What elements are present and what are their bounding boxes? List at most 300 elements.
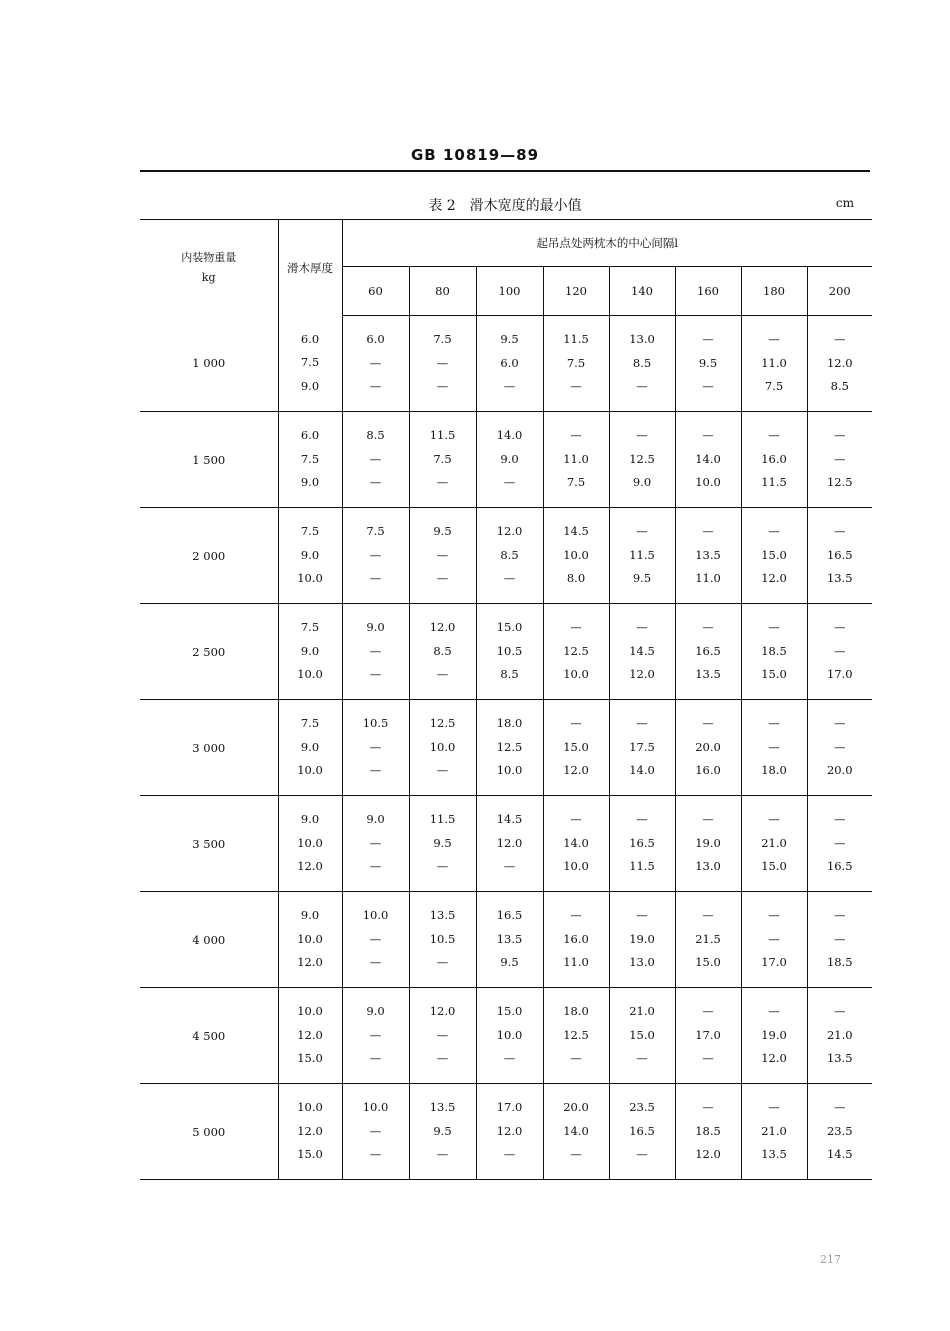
- width-value: —: [636, 716, 648, 731]
- thickness-value: 9.0: [300, 643, 320, 658]
- width-value: 11.0: [761, 355, 787, 370]
- width-value: 8.5: [830, 379, 849, 394]
- width-cell: [543, 508, 609, 604]
- width-cell: [543, 316, 609, 412]
- width-value: —: [768, 1100, 780, 1115]
- spacing-col-header: 180: [741, 267, 807, 316]
- page-number: 217: [820, 1253, 841, 1266]
- table-row: [140, 508, 872, 604]
- width-cell: [675, 1084, 741, 1180]
- width-value: —: [570, 1147, 582, 1162]
- spacing-col-header: 100: [476, 267, 543, 316]
- thickness-value: 12.0: [297, 1123, 323, 1138]
- width-cell: [807, 508, 872, 604]
- width-value: —: [436, 355, 449, 370]
- thickness-value: 6.0: [300, 428, 320, 443]
- width-value: 10.0: [563, 667, 589, 682]
- width-value: —: [636, 1051, 648, 1066]
- width-value: —: [768, 524, 780, 539]
- width-value: 11.5: [429, 812, 456, 827]
- width-value: 17.0: [695, 1027, 721, 1042]
- width-value: 15.0: [761, 667, 787, 682]
- width-value: 12.5: [826, 475, 853, 490]
- width-cell: [807, 988, 872, 1084]
- table-title: 表 2 滑木宽度的最小值: [428, 198, 582, 214]
- spacing-header: 起吊点处两枕木的中心间隔l: [342, 220, 872, 267]
- thickness-value: 10.0: [297, 763, 323, 778]
- width-value: —: [768, 428, 780, 443]
- width-value: 16.5: [695, 643, 721, 658]
- width-value: 12.0: [761, 571, 787, 586]
- width-cell: [409, 796, 476, 892]
- width-value: 13.5: [695, 667, 721, 682]
- width-cell: [409, 700, 476, 796]
- width-value: 10.0: [496, 1027, 523, 1042]
- width-cell: [609, 700, 675, 796]
- width-value: 14.0: [563, 835, 589, 850]
- width-value: —: [369, 1027, 382, 1042]
- width-cell: [675, 316, 741, 412]
- width-cell: [609, 988, 675, 1084]
- thickness-value: 7.5: [300, 451, 320, 466]
- width-value: —: [503, 859, 516, 874]
- width-value: —: [834, 620, 846, 635]
- width-value: 12.0: [761, 1051, 787, 1066]
- width-value: —: [369, 1123, 382, 1138]
- width-value: 14.0: [496, 428, 523, 443]
- width-value: 7.5: [433, 451, 452, 466]
- width-value: 12.5: [429, 716, 456, 731]
- width-value: 21.0: [761, 1123, 787, 1138]
- thickness-cell: [278, 796, 342, 892]
- weight-header-unit: kg: [201, 270, 216, 284]
- width-cell: [609, 412, 675, 508]
- width-value: 9.0: [366, 812, 385, 827]
- width-value: 14.5: [826, 1147, 853, 1162]
- width-cell: [409, 988, 476, 1084]
- width-value: —: [636, 908, 648, 923]
- width-value: —: [834, 1100, 846, 1115]
- width-value: 17.5: [629, 739, 655, 754]
- width-value: 16.0: [695, 763, 721, 778]
- width-value: 21.0: [761, 835, 787, 850]
- width-value: —: [369, 547, 382, 562]
- width-value: 9.5: [698, 355, 718, 370]
- width-value: —: [768, 716, 780, 731]
- thickness-value: 9.0: [300, 739, 320, 754]
- width-value: —: [768, 908, 780, 923]
- width-value: —: [636, 428, 648, 443]
- thickness-value: 9.0: [300, 908, 320, 923]
- width-value: 10.0: [429, 739, 456, 754]
- weight-cell: 5 000: [140, 1084, 278, 1180]
- width-value: —: [369, 955, 382, 970]
- table-row: [140, 796, 872, 892]
- header-rule: [140, 170, 870, 172]
- width-value: —: [369, 739, 382, 754]
- width-value: —: [702, 1051, 714, 1066]
- width-cell: [675, 796, 741, 892]
- width-value: —: [369, 1147, 382, 1162]
- width-value: 15.0: [496, 1004, 523, 1019]
- width-value: 8.5: [500, 667, 519, 682]
- width-value: 12.5: [629, 451, 655, 466]
- width-cell: [476, 796, 543, 892]
- width-value: —: [834, 428, 846, 443]
- width-value: 8.5: [366, 428, 385, 443]
- table-row: [140, 604, 872, 700]
- width-value: —: [702, 524, 714, 539]
- width-cell: [675, 700, 741, 796]
- width-value: —: [834, 931, 846, 946]
- width-value: 11.5: [563, 332, 589, 347]
- weight-cell: 3 500: [140, 796, 278, 892]
- width-value: 10.5: [429, 931, 456, 946]
- width-cell: [342, 1084, 409, 1180]
- width-cell: [476, 700, 543, 796]
- thickness-cell: [278, 508, 342, 604]
- width-cell: [543, 412, 609, 508]
- width-value: 14.0: [563, 1123, 589, 1138]
- width-value: 8.5: [500, 547, 519, 562]
- width-cell: [675, 892, 741, 988]
- width-value: 10.0: [563, 859, 589, 874]
- width-value: 20.0: [563, 1100, 589, 1115]
- width-value: 12.0: [496, 835, 523, 850]
- width-value: —: [369, 379, 382, 394]
- width-cell: [543, 988, 609, 1084]
- width-value: 13.5: [695, 547, 721, 562]
- width-value: —: [702, 428, 714, 443]
- width-cell: [342, 988, 409, 1084]
- width-value: —: [834, 716, 846, 731]
- width-value: 10.0: [496, 763, 523, 778]
- width-value: —: [436, 379, 449, 394]
- width-value: —: [834, 739, 846, 754]
- width-value: 6.0: [500, 355, 519, 370]
- width-value: 11.0: [695, 571, 721, 586]
- width-value: —: [436, 1027, 449, 1042]
- width-value: —: [768, 620, 780, 635]
- thickness-value: 7.5: [300, 355, 320, 370]
- width-value: 13.5: [826, 1051, 853, 1066]
- width-cell: [609, 892, 675, 988]
- weight-cell: 1 000: [140, 316, 278, 412]
- width-value: 19.0: [761, 1027, 787, 1042]
- width-value: —: [436, 475, 449, 490]
- width-value: 13.5: [761, 1147, 787, 1162]
- width-value: —: [436, 955, 449, 970]
- weight-header-label: 内装物重量: [181, 250, 237, 264]
- thickness-value: 7.5: [300, 620, 320, 635]
- width-value: 13.0: [629, 955, 655, 970]
- spacing-col-header: 80: [409, 267, 476, 316]
- width-value: 8.5: [632, 355, 652, 370]
- width-value: —: [834, 451, 846, 466]
- width-value: —: [369, 571, 382, 586]
- thickness-value: 12.0: [297, 859, 323, 874]
- width-value: —: [369, 931, 382, 946]
- width-value: —: [503, 571, 516, 586]
- thickness-value: 10.0: [297, 667, 323, 682]
- width-value: 23.5: [826, 1123, 853, 1138]
- table-row: [140, 988, 872, 1084]
- width-cell: [476, 604, 543, 700]
- table-row: [140, 700, 872, 796]
- width-cell: [409, 892, 476, 988]
- width-value: 16.5: [629, 1123, 655, 1138]
- width-value: 9.5: [632, 571, 652, 586]
- thickness-value: 10.0: [297, 931, 323, 946]
- thickness-value: 7.5: [300, 524, 320, 539]
- width-value: 19.0: [695, 835, 721, 850]
- width-value: —: [636, 1147, 648, 1162]
- width-value: —: [834, 332, 846, 347]
- width-value: 12.5: [496, 739, 523, 754]
- width-value: 8.0: [566, 571, 586, 586]
- width-cell: [342, 316, 409, 412]
- width-value: 12.0: [826, 355, 853, 370]
- width-cell: [476, 892, 543, 988]
- width-value: —: [570, 1051, 582, 1066]
- width-value: 18.0: [496, 716, 523, 731]
- thickness-header: 滑木厚度: [278, 220, 342, 316]
- width-cell: [476, 1084, 543, 1180]
- width-cell: [741, 604, 807, 700]
- width-cell: [609, 796, 675, 892]
- width-value: —: [436, 763, 449, 778]
- width-value: —: [768, 931, 780, 946]
- width-cell: [741, 508, 807, 604]
- thickness-value: 9.0: [300, 379, 320, 394]
- width-value: —: [436, 547, 449, 562]
- width-value: 16.0: [563, 931, 589, 946]
- weight-header: [140, 220, 278, 316]
- width-value: —: [369, 835, 382, 850]
- width-value: 9.5: [500, 955, 519, 970]
- width-value: 21.0: [826, 1027, 853, 1042]
- width-cell: [543, 1084, 609, 1180]
- width-cell: [476, 316, 543, 412]
- thickness-value: 10.0: [297, 835, 323, 850]
- width-value: 13.5: [826, 571, 853, 586]
- thickness-value: 7.5: [300, 716, 320, 731]
- width-value: —: [702, 716, 714, 731]
- width-value: —: [570, 428, 582, 443]
- width-cell: [807, 892, 872, 988]
- thickness-cell: [278, 604, 342, 700]
- thickness-value: 9.0: [300, 812, 320, 827]
- width-value: 18.0: [563, 1004, 589, 1019]
- width-value: 17.0: [496, 1100, 523, 1115]
- width-value: 14.5: [563, 524, 589, 539]
- width-value: —: [503, 379, 516, 394]
- width-value: 16.5: [629, 835, 655, 850]
- width-value: 7.5: [433, 332, 452, 347]
- width-value: —: [570, 716, 582, 731]
- width-value: —: [436, 571, 449, 586]
- thickness-cell: [278, 892, 342, 988]
- width-value: —: [702, 812, 714, 827]
- width-cell: [543, 892, 609, 988]
- width-value: 7.5: [764, 379, 784, 394]
- thickness-value: 15.0: [297, 1147, 323, 1162]
- standard-code: GB 10819—89: [410, 146, 540, 164]
- width-value: 15.0: [761, 859, 787, 874]
- width-value: 16.5: [496, 908, 523, 923]
- width-value: 10.5: [362, 716, 389, 731]
- width-value: 9.0: [632, 475, 652, 490]
- width-value: —: [436, 1051, 449, 1066]
- width-value: 16.5: [826, 859, 853, 874]
- width-value: —: [503, 1147, 516, 1162]
- thickness-value: 10.0: [297, 571, 323, 586]
- thickness-cell: [278, 412, 342, 508]
- width-value: 9.5: [433, 1123, 452, 1138]
- width-value: 21.5: [695, 931, 721, 946]
- width-value: —: [702, 620, 714, 635]
- width-value: —: [570, 908, 582, 923]
- width-value: 12.5: [563, 643, 589, 658]
- width-value: 15.0: [761, 547, 787, 562]
- width-value: 11.5: [629, 859, 655, 874]
- width-value: 9.5: [500, 332, 519, 347]
- weight-cell: 3 000: [140, 700, 278, 796]
- width-value: 9.0: [366, 620, 385, 635]
- width-value: —: [570, 379, 582, 394]
- width-value: 17.0: [761, 955, 787, 970]
- width-value: 10.0: [362, 908, 389, 923]
- width-cell: [741, 1084, 807, 1180]
- width-value: —: [369, 475, 382, 490]
- width-value: 13.5: [429, 1100, 456, 1115]
- width-value: 10.0: [362, 1100, 389, 1115]
- width-value: 20.0: [695, 739, 721, 754]
- width-cell: [609, 508, 675, 604]
- width-value: 10.5: [496, 643, 523, 658]
- width-cell: [476, 412, 543, 508]
- width-value: 10.0: [695, 475, 721, 490]
- table-unit: cm: [835, 196, 854, 210]
- width-value: 17.0: [826, 667, 853, 682]
- width-cell: [609, 316, 675, 412]
- width-cell: [675, 508, 741, 604]
- width-cell: [409, 412, 476, 508]
- width-value: 12.0: [429, 1004, 456, 1019]
- width-value: —: [369, 859, 382, 874]
- width-value: 20.0: [826, 763, 853, 778]
- width-value: 9.0: [500, 451, 519, 466]
- width-value: 15.0: [563, 739, 589, 754]
- thickness-value: 9.0: [300, 547, 320, 562]
- width-value: —: [768, 812, 780, 827]
- width-cell: [741, 988, 807, 1084]
- width-value: 12.0: [695, 1147, 721, 1162]
- width-cell: [409, 1084, 476, 1180]
- width-value: 15.0: [496, 620, 523, 635]
- width-cell: [476, 508, 543, 604]
- width-value: —: [834, 835, 846, 850]
- weight-cell: 1 500: [140, 412, 278, 508]
- thickness-value: 15.0: [297, 1051, 323, 1066]
- width-value: 13.0: [695, 859, 721, 874]
- width-cell: [342, 508, 409, 604]
- width-value: —: [369, 451, 382, 466]
- width-value: 13.5: [429, 908, 456, 923]
- width-cell: [675, 412, 741, 508]
- width-value: 13.5: [496, 931, 523, 946]
- width-cell: [807, 316, 872, 412]
- width-value: 14.0: [629, 763, 655, 778]
- width-value: —: [636, 524, 648, 539]
- thickness-value: 12.0: [297, 955, 323, 970]
- width-value: —: [503, 1051, 516, 1066]
- width-value: —: [702, 332, 714, 347]
- width-cell: [409, 508, 476, 604]
- width-value: 11.5: [629, 547, 655, 562]
- width-value: 23.5: [629, 1100, 655, 1115]
- thickness-value: 10.0: [297, 1100, 323, 1115]
- width-value: —: [369, 667, 382, 682]
- width-value: —: [768, 332, 780, 347]
- width-value: 11.0: [563, 451, 589, 466]
- weight-cell: 2 000: [140, 508, 278, 604]
- width-cell: [741, 796, 807, 892]
- table-row: [140, 1084, 872, 1180]
- thickness-cell: [278, 316, 342, 412]
- width-value: —: [436, 667, 449, 682]
- width-cell: [807, 700, 872, 796]
- width-cell: [409, 316, 476, 412]
- width-value: —: [570, 812, 582, 827]
- weight-cell: 2 500: [140, 604, 278, 700]
- width-value: —: [636, 812, 648, 827]
- width-cell: [807, 1084, 872, 1180]
- table-row: [140, 316, 872, 412]
- width-value: 11.5: [429, 428, 456, 443]
- width-value: 12.5: [563, 1027, 589, 1042]
- width-value: 12.0: [563, 763, 589, 778]
- width-cell: [342, 412, 409, 508]
- width-value: 15.0: [695, 955, 721, 970]
- width-cell: [342, 796, 409, 892]
- width-value: 10.0: [563, 547, 589, 562]
- width-cell: [342, 700, 409, 796]
- width-value: —: [436, 1147, 449, 1162]
- width-value: —: [369, 763, 382, 778]
- width-value: —: [503, 475, 516, 490]
- width-value: —: [768, 1004, 780, 1019]
- spacing-col-header: 60: [342, 267, 409, 316]
- width-value: 12.0: [496, 1123, 523, 1138]
- width-value: 7.5: [566, 475, 586, 490]
- spacing-col-header: 120: [543, 267, 609, 316]
- width-value: 12.0: [629, 667, 655, 682]
- width-value: 13.0: [629, 332, 655, 347]
- thickness-value: 6.0: [300, 331, 320, 346]
- width-cell: [476, 988, 543, 1084]
- width-value: 12.0: [496, 524, 523, 539]
- spacing-col-header: 140: [609, 267, 675, 316]
- width-value: 9.0: [366, 1004, 385, 1019]
- width-value: —: [636, 620, 648, 635]
- width-value: —: [834, 1004, 846, 1019]
- width-cell: [543, 700, 609, 796]
- width-cell: [409, 604, 476, 700]
- thickness-cell: [278, 988, 342, 1084]
- width-cell: [807, 796, 872, 892]
- table-caption: [140, 195, 870, 217]
